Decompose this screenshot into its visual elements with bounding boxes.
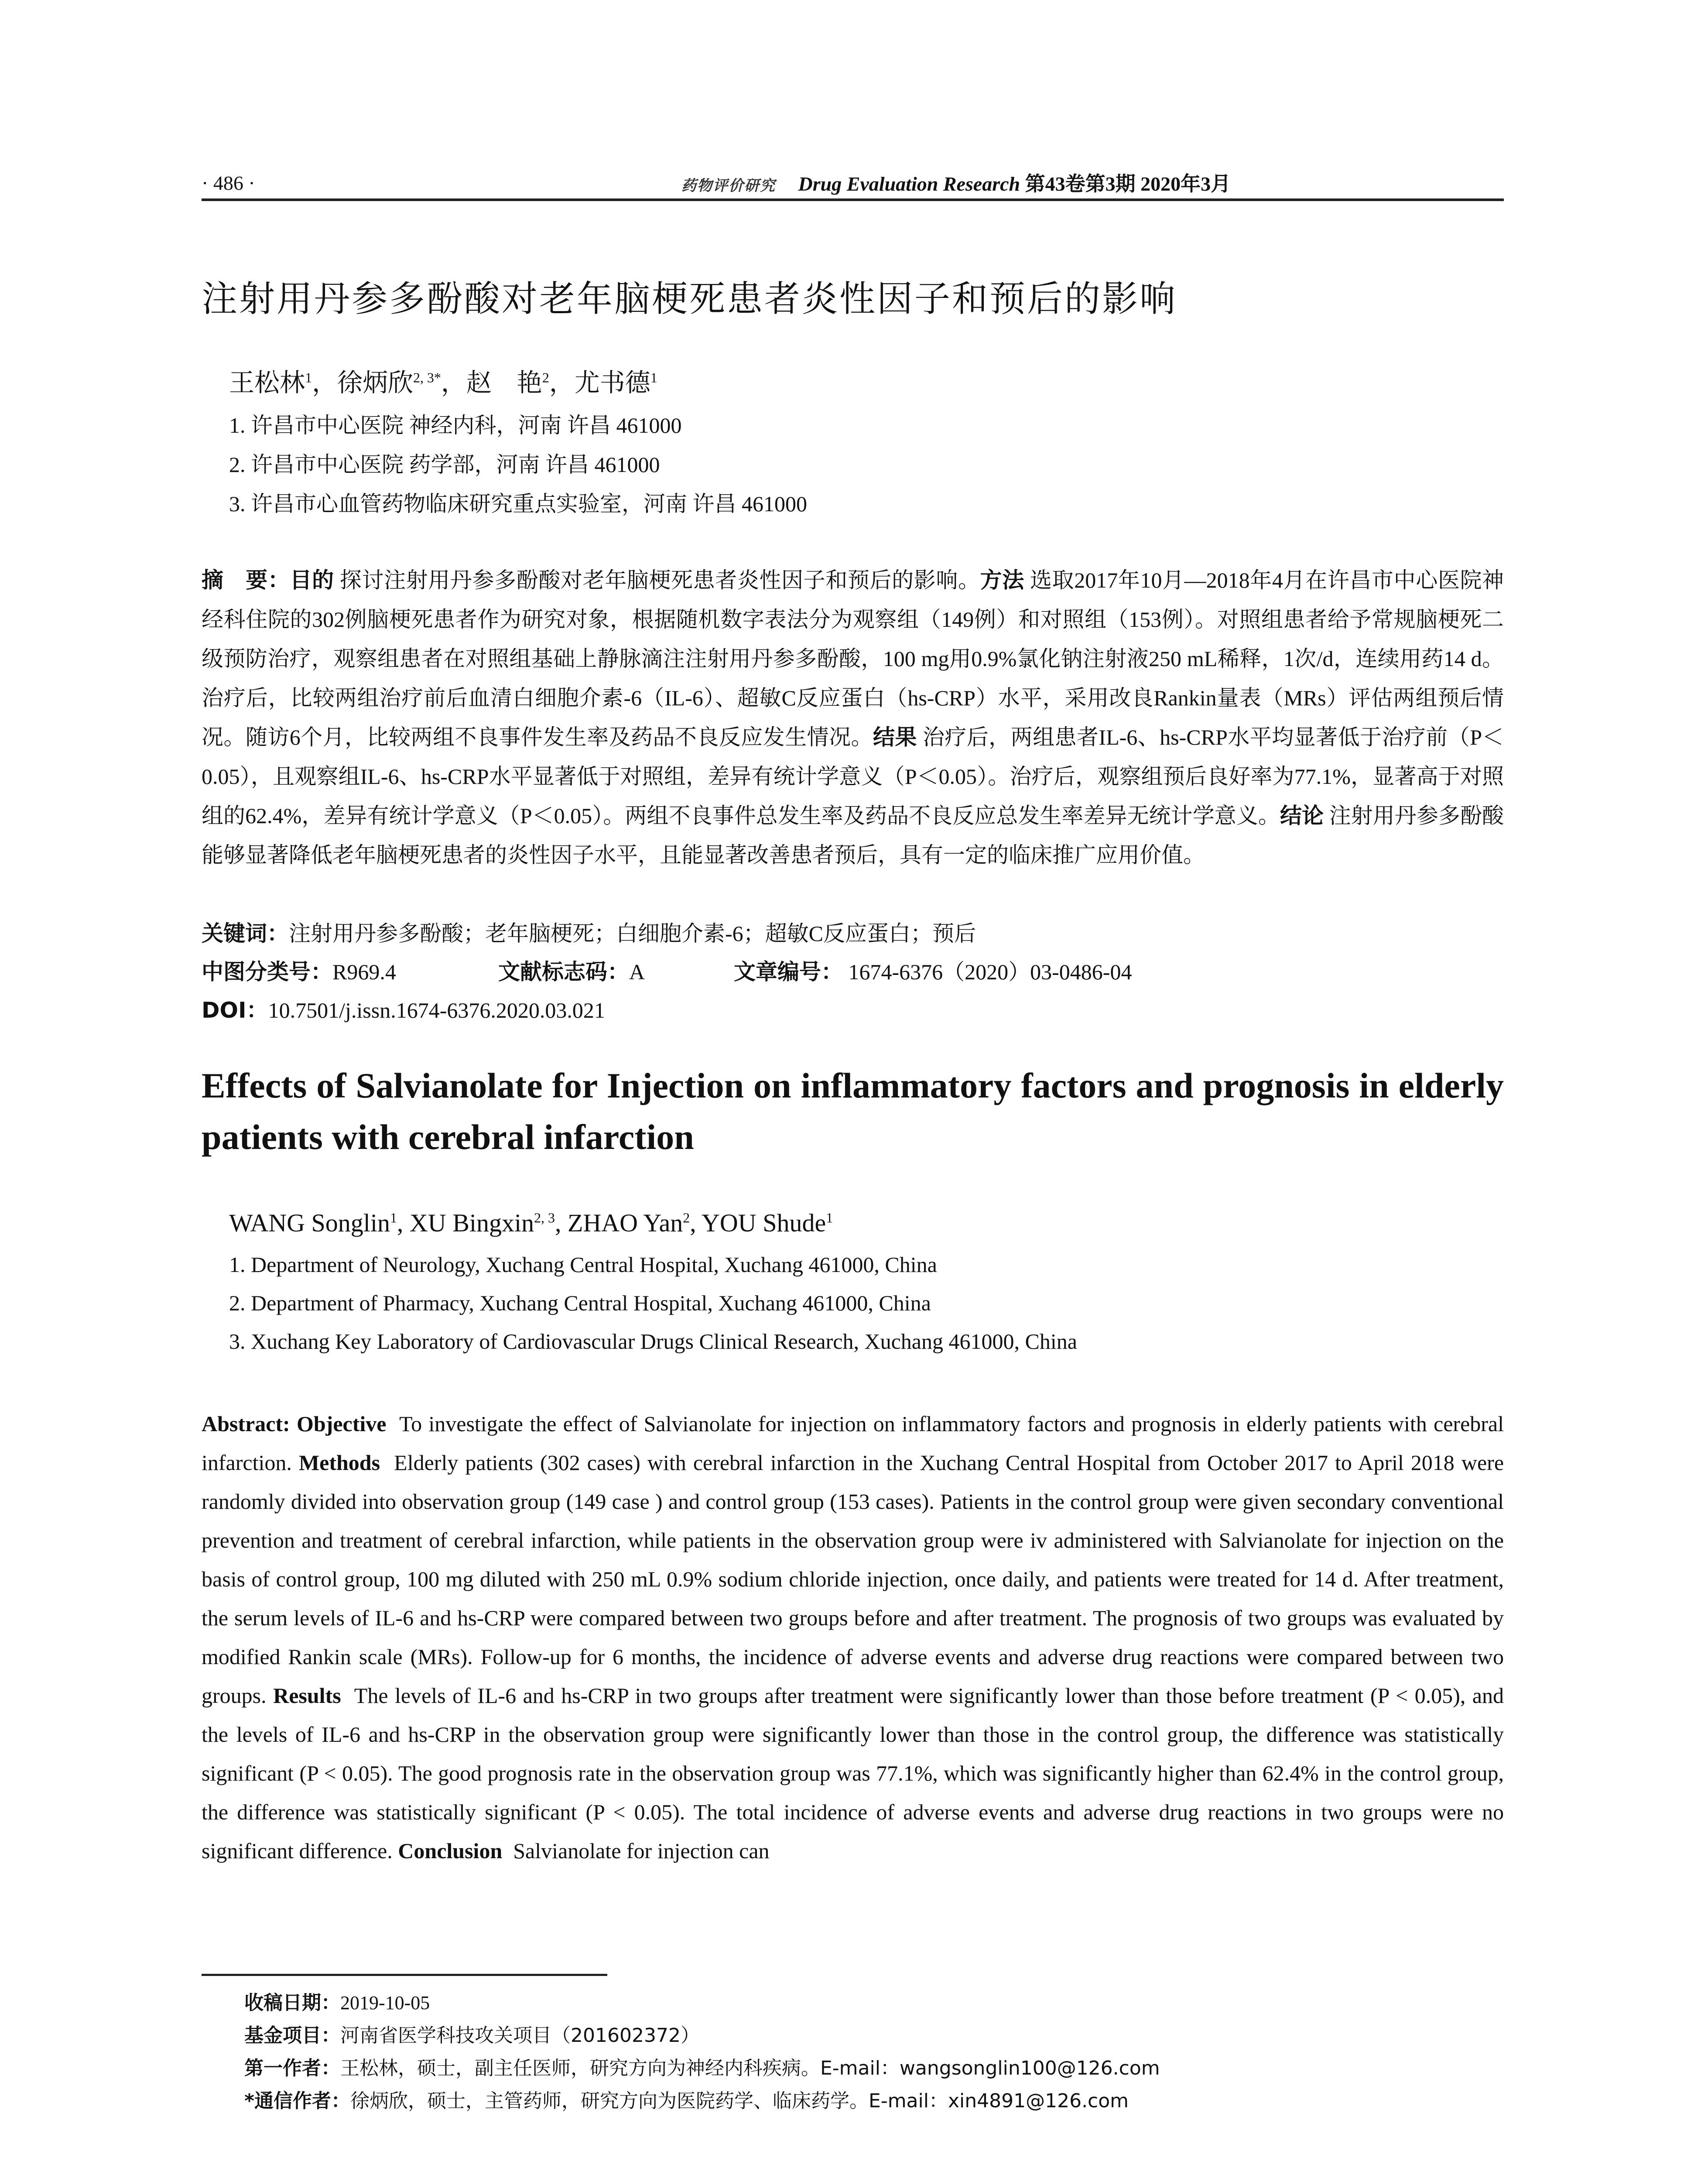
author-separator: , [555,1209,568,1237]
keywords [202,916,1504,947]
authors-chinese [229,362,657,399]
author-separator: ， [311,369,337,397]
first-author-label: 第一作者： [244,2057,340,2079]
clc-label: 中图分类号： [202,959,332,985]
affiliation-cn-3: 3. 许昌市心血管药物临床研究重点实验室，河南 许昌 461000 [229,492,807,516]
results-label: 结果 [873,725,917,750]
footnote-fund [244,2020,700,2048]
fund-label: 基金项目： [244,2024,340,2047]
doi [202,993,605,1024]
doi-label: DOI： [202,998,268,1023]
author-name: XU Bingxin [409,1209,534,1237]
abstract-label: 摘 要： [202,567,290,593]
affiliation-en-3: 3. Xuchang Key Laboratory of Cardiovascular Drugs Clinical Research, Xuchang 461000, China [229,1329,1077,1354]
fund-text: 河南省医学科技攻关项目（201602372） [340,2024,700,2047]
corresponding-label: *通信作者： [244,2090,351,2112]
objective-label: 目的 [290,567,334,593]
keywords-text: 注射用丹参多酚酸；老年脑梗死；白细胞介素-6；超敏C反应蛋白；预后 [289,921,976,946]
author-separator: , [690,1209,702,1237]
affiliation-cn-2: 2. 许昌市中心医院 药学部，河南 许昌 461000 [229,452,660,477]
objective-text: 探讨注射用丹参多酚酸对老年脑梗死患者炎性因子和预后的影响。 [339,568,980,592]
results-label: Results [273,1683,341,1708]
author-affil-mark: 2, 3* [413,370,441,386]
author-affil-mark: 2, 3 [534,1210,555,1226]
conclusion-text: Salvianolate for injection can [513,1839,770,1863]
results-text: 治疗后，两组患者IL-6、hs-CRP水平均显著低于治疗前（P＜0.05），且观察组IL-6、hs-CRP水平显著低于对照组，差异有统计学意义（P＜0.05）。治疗后，观察组预后良好率为77.1%，显著高于对照组的62.4%，差异有统计学意义（P＜0.05）。两组不良事件总发生率及药品不良反应总发生率差异无统计学意义。 [202,725,1504,828]
author-name: 徐炳欣 [337,369,413,397]
affiliation-cn-1: 1. 许昌市中心医院 神经内科，河南 许昌 461000 [229,413,682,438]
doi-value: 10.7501/j.issn.1674-6376.2020.03.021 [268,998,605,1022]
footnote-received [244,1987,430,2015]
results-text: The levels of IL-6 and hs-CRP in two groups after treatment were significantly lower than those before treatment (P < 0.05), and the levels of IL-6 and hs-CRP in the observation group were significantly lower than those in the control group, the difference was statistically significant (P < 0.05). The good prognosis rate in the observation group was 77.1%, which was significantly higher than 62.4% in the control group, the difference was statistically significant (P < 0.05). The total incidence of adverse events and adverse drug reactions in two groups were no significant difference. [202,1683,1504,1863]
footnote-corresponding [244,2085,1129,2113]
page-number: · 486 · [202,172,255,194]
doc-code-value: A [629,960,645,984]
abstract-label: Abstract: [202,1412,297,1436]
received-date: 2019-10-05 [340,1992,430,2013]
journal-name-en: Drug Evaluation Research [798,173,1020,195]
author-affil-mark: 1 [390,1210,397,1226]
footnote-first-author [244,2052,1160,2080]
author-name: 赵 艳 [466,369,542,397]
author-name: 尤书德 [574,369,650,397]
conclusion-text: 注射用丹参多酚酸能够显著降低老年脑梗死患者的炎性因子水平，且能显著改善患者预后，具有一定的临床推广应用价值。 [202,803,1504,867]
author-name: YOU Shude [702,1209,826,1237]
abstract-chinese [202,561,1504,875]
methods-label: Methods [298,1450,380,1475]
authors-english [229,1208,833,1237]
methods-text: Elderly patients (302 cases) with cerebral infarction in the Xuchang Central Hospital from October 2017 to April 2018 were randomly divided into observation group (149 case ) and control group (153 cases). Patients in the control group were given secondary conventional prevention and treatment of cerebral infarction, while patients in the observation group were iv administered with Salvianolate for injection on the basis of control group, 100 mg diluted with 250 mL 0.9% sodium chloride injection, once daily, and patients were treated for 14 d. After treatment, the serum levels of IL-6 and hs-CRP were compared between two groups before and after treatment. The prognosis of two groups was evaluated by modified Rankin scale (MRs). Follow-up for 6 months, the incidence of adverse events and adverse drug reactions were compared between two groups. [202,1450,1504,1708]
received-label: 收稿日期： [244,1992,340,2014]
doc-code-label: 文献标志码： [498,959,629,985]
journal-name [681,168,1231,197]
affiliation-en-1: 1. Department of Neurology, Xuchang Central Hospital, Xuchang 461000, China [229,1252,937,1277]
author-affil-mark: 1 [305,370,312,386]
article-number-label: 文章编号： [734,959,843,985]
author-separator: ， [549,369,575,397]
abstract-english [202,1405,1504,1870]
running-header [202,168,1504,201]
article-number-value: 1674-6376（2020）03-0486-04 [848,960,1132,984]
corresponding-text: 徐炳欣，硕士，主管药师，研究方向为医院药学、临床药学。E-mail：xin4891@126.com [350,2090,1129,2112]
clc-value: R969.4 [332,960,396,984]
author-name: WANG Songlin [229,1209,390,1237]
title-chinese: 注射用丹参多酚酸对老年脑梗死患者炎性因子和预后的影响 [202,278,1177,320]
author-name: 王松林 [229,369,305,397]
objective-label: Objective [296,1412,387,1436]
journal-logo: 药物评价研究 [681,178,776,194]
first-author-text: 王松林，硕士，副主任医师，研究方向为神经内科疾病。E-mail：wangsonglin100@126.com [340,2057,1160,2079]
classification-line [202,954,1504,986]
conclusion-label: 结论 [1280,803,1324,828]
author-separator: ， [441,369,466,397]
methods-label: 方法 [980,567,1024,593]
author-affil-mark: 2 [542,370,549,386]
affiliation-en-2: 2. Department of Pharmacy, Xuchang Central Hospital, Xuchang 461000, China [229,1291,931,1315]
issue-info: 第43卷第3期 2020年3月 [1025,173,1231,195]
title-english: Effects of Salvianolate for Injection on inflammatory factors and prognosis in elderly patients with cerebral infarction [202,1066,1504,1157]
methods-text: 选取2017年10月—2018年4月在许昌市中心医院神经科住院的302例脑梗死患者作为研究对象，根据随机数字表法分为观察组（149例）和对照组（153例）。对照组患者给予常规脑梗死二级预防治疗，观察组患者在对照组基础上静脉滴注注射用丹参多酚酸，100 mg用0.9%氯化钠注射液250 mL稀释，1次/d，连续用药14 d。治疗后，比较两组治疗前后血清白细胞介素-6（IL-6）、超敏C反应蛋白（hs-CRP）水平，采用改良Rankin量表（MRs）评估两组预后情况。随访6个月，比较两组不良事件发生率及药品不良反应发生情况。 [202,568,1504,749]
author-separator: , [397,1209,410,1237]
footnote-divider [202,1974,607,1976]
conclusion-label: Conclusion [398,1839,503,1863]
author-affil-mark: 1 [826,1210,833,1226]
keywords-label: 关键词： [202,921,289,946]
author-affil-mark: 2 [683,1210,690,1226]
objective-text: To investigate the effect of Salvianolate for injection on inflammatory factors and prognosis in elderly patients with cerebral infarction. [202,1412,1504,1475]
author-affil-mark: 1 [650,370,657,386]
author-name: ZHAO Yan [567,1209,683,1237]
